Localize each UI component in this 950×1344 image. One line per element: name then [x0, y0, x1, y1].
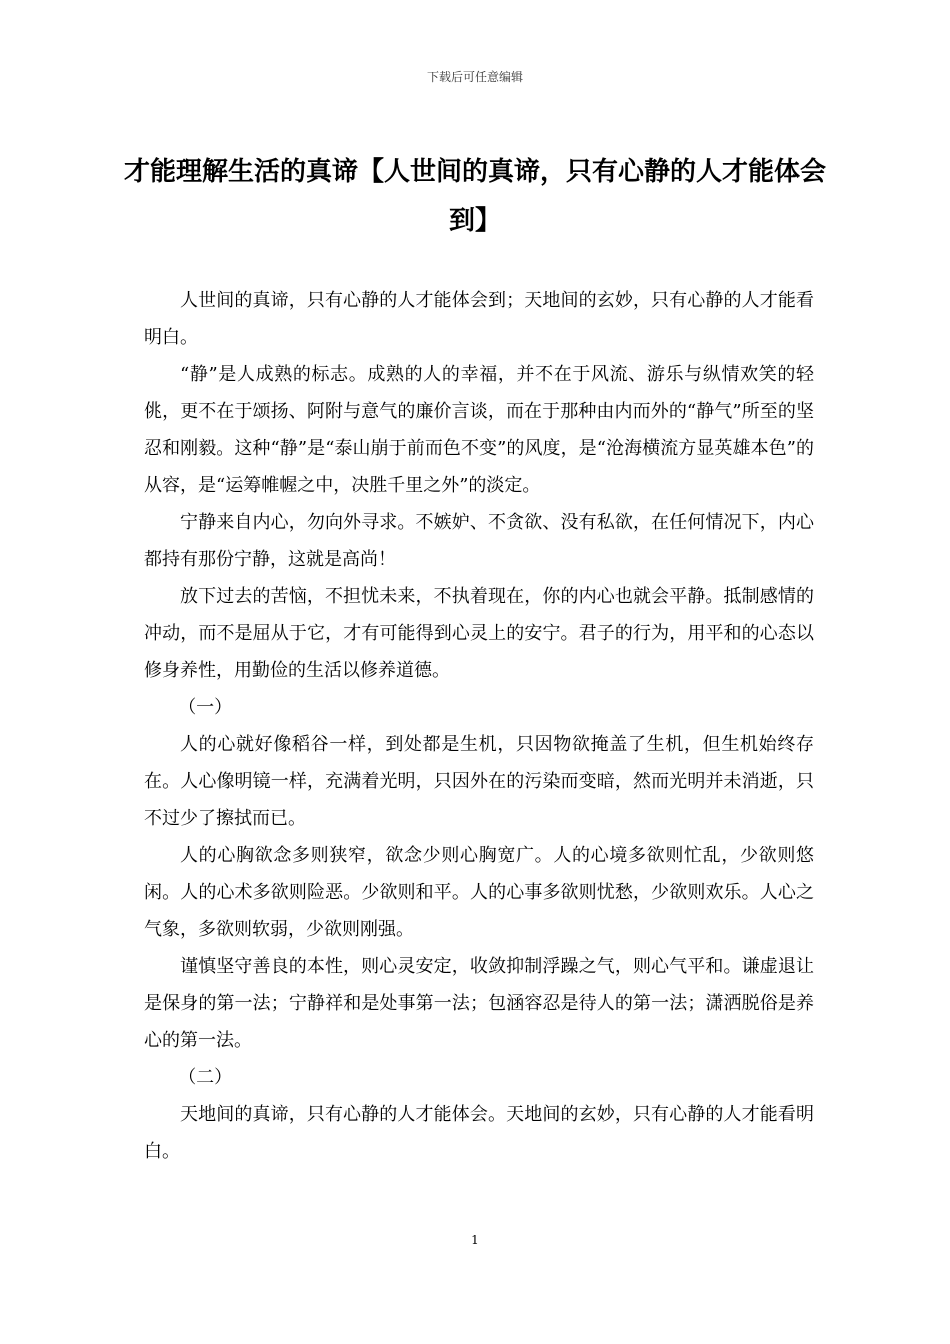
- document-body: [144, 282, 814, 1170]
- page-number: 1: [471, 1233, 479, 1247]
- paragraph: 人世间的真谛，只有心静的人才能体会到；天地间的玄妙，只有心静的人才能看明白。: [144, 290, 814, 348]
- section-marker: （一）: [178, 697, 233, 718]
- paragraph: “静”是人成熟的标志。成熟的人的幸福，并不在于风流、游乐与纵情欢笑的轻佻，更不在于颂扬、阿附与意气的廉价言谈，而在于那种由内而外的“静气”所至的坚忍和刚毅。这种“静”是“泰山崩于前而色不变”的风度，是“沧海横流方显英雄本色”的从容，是“运筹帷幄之中，决胜千里之外”的淡定。: [144, 364, 814, 496]
- section-marker: （二）: [178, 1067, 233, 1088]
- paragraph: 谨慎坚守善良的本性，则心灵安定，收敛抑制浮躁之气，则心气平和。谦虚退让是保身的第一法；宁静祥和是处事第一法；包涵容忍是待人的第一法；潇洒脱俗是养心的第一法。: [144, 956, 814, 1051]
- paragraph: 放下过去的苦恼，不担忧未来，不执着现在，你的内心也就会平静。抵制感情的冲动，而不是屈从于它，才有可能得到心灵上的安宁。君子的行为，用平和的心态以修身养性，用勤俭的生活以修养道德。: [144, 586, 814, 681]
- header-note: 下载后可任意编辑: [426, 70, 523, 84]
- paragraph: 人的心胸欲念多则狭窄，欲念少则心胸宽广。人的心境多欲则忙乱，少欲则悠闲。人的心术多欲则险恶。少欲则和平。人的心事多欲则忧愁，少欲则欢乐。人心之气象，多欲则软弱，少欲则刚强。: [144, 845, 814, 940]
- document-title: 才能理解生活的真谛【人世间的真谛，只有心静的人才能体会到】: [123, 157, 826, 236]
- paragraph: 天地间的真谛，只有心静的人才能体会。天地间的玄妙，只有心静的人才能看明白。: [144, 1104, 814, 1162]
- paragraph: 宁静来自内心，勿向外寻求。不嫉妒、不贪欲、没有私欲，在任何情况下，内心都持有那份宁静，这就是高尚！: [144, 512, 814, 570]
- paragraph: 人的心就好像稻谷一样，到处都是生机，只因物欲掩盖了生机，但生机始终存在。人心像明镜一样，充满着光明，只因外在的污染而变暗，然而光明并未消逝，只不过少了擦拭而已。: [144, 734, 814, 829]
